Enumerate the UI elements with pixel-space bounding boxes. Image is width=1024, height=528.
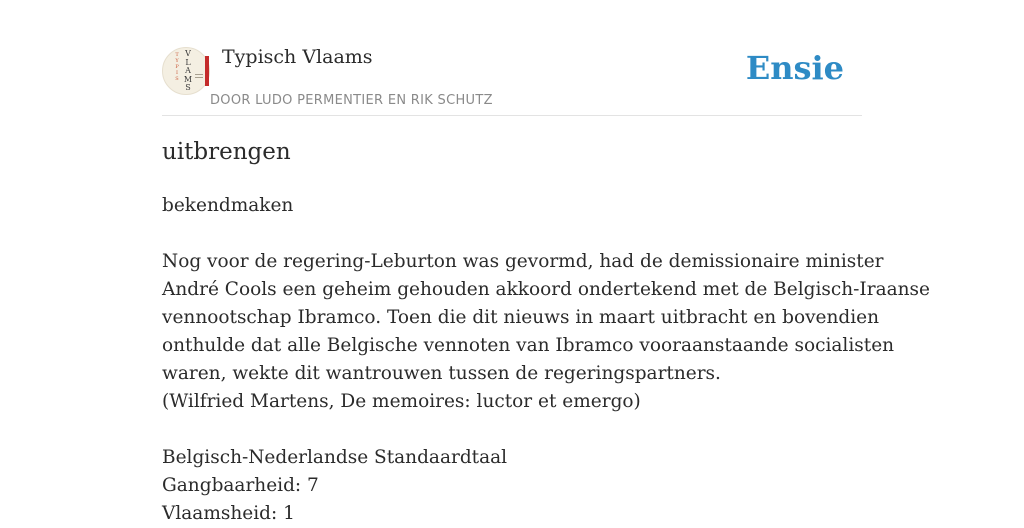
spacer <box>162 416 872 444</box>
logo-text-lines <box>195 74 203 82</box>
quote-line: André Cools een geheim gehouden akkoord ondertekend met de Belgisch-Iraanse <box>162 279 930 300</box>
entry-gangbaarheid: Gangbaarheid: 7 <box>162 475 319 496</box>
entry-language: Belgisch-Nederlandse Standaardtaal <box>162 447 508 468</box>
logo-accent-bar <box>205 56 209 86</box>
quote-line: waren, wekte dit wantrouwen tussen de regeringspartners. <box>162 363 721 384</box>
quote-line: vennootschap Ibramco. Toen die dit nieuws in maart uitbracht en bovendien <box>162 307 880 328</box>
quote-line: onthulde dat alle Belgische vennoten van Ibramco vooraanstaande socialisten <box>162 335 895 356</box>
entry-word: uitbrengen <box>162 139 291 165</box>
blog-header <box>162 44 862 116</box>
logo-accent-letters: T Y P I S <box>175 52 179 82</box>
quote-source: (Wilfried Martens, De memoires: luctor et emergo) <box>162 391 641 412</box>
blog-author: DOOR LUDO PERMENTIER EN RIK SCHUTZ <box>210 93 493 108</box>
entry-definition: bekendmaken <box>162 195 294 216</box>
blog-logo[interactable] <box>162 47 210 95</box>
brand-logo[interactable]: Ensie <box>745 49 844 87</box>
quote-line: Nog voor de regering-Leburton was gevormd, had de demissionaire minister <box>162 251 884 272</box>
blog-title[interactable]: Typisch Vlaams <box>222 46 373 68</box>
entry-vlaamsheid: Vlaamsheid: 1 <box>162 503 295 524</box>
spacer <box>162 220 872 248</box>
logo-letters: V L A M S <box>183 49 193 92</box>
entry-content <box>162 192 930 528</box>
